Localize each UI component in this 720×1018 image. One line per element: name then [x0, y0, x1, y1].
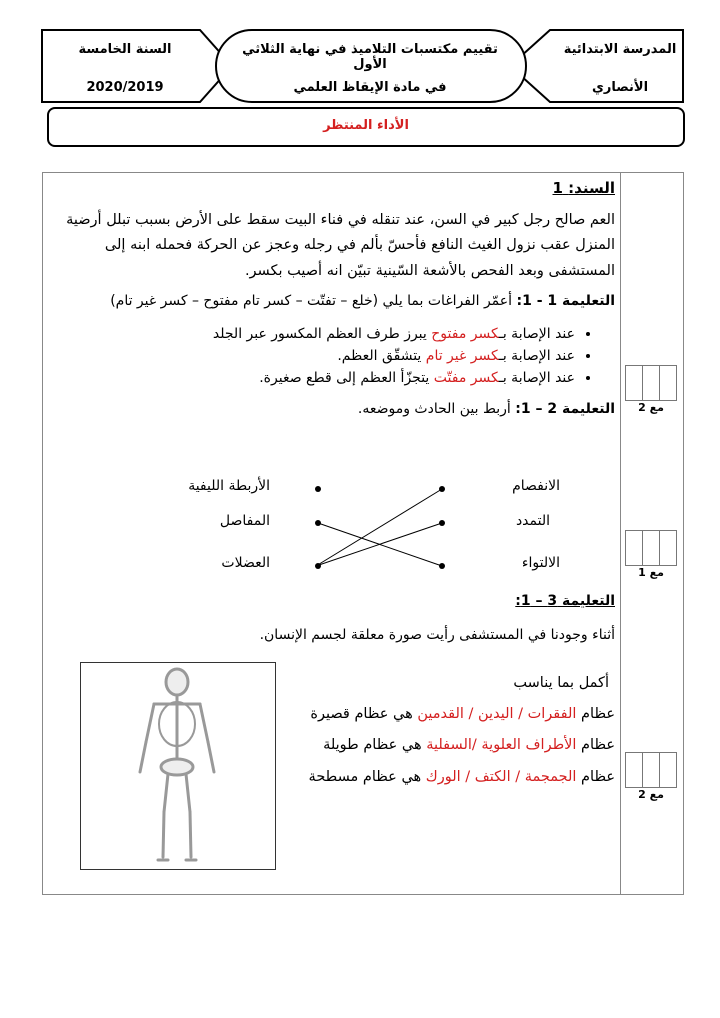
score-box-3: مع 2: [625, 752, 677, 801]
school-name: الأنصاري: [591, 80, 649, 95]
match-left-2: المفاصل: [219, 513, 270, 529]
q2: التعليمة 2 – 1: أربط بين الحادث وموضعه.: [357, 400, 615, 417]
grade-label: السنة الخامسة: [78, 42, 172, 57]
skeleton-image: [80, 662, 276, 870]
q3-instruction: أكمل بما يناسب: [513, 675, 609, 691]
exam-subject: في مادة الإيقاظ العلمي: [293, 80, 447, 95]
q3-line: عظام الجمجمة / الكتف / الورك هي عظام مسطحة: [308, 768, 615, 785]
q1-item: • عند الإصابة بـكسر غير تام يتشقّق العظم.: [50, 345, 575, 367]
school-year: 2020/2019: [86, 80, 164, 95]
match-right-3: الالتواء: [521, 555, 560, 571]
match-left-1: الأربطة الليفية: [188, 478, 270, 494]
q3-text: أثناء وجودنا في المستشفى رأيت صورة معلقة لجسم الإنسان.: [259, 627, 615, 644]
match-right-2: التمدد: [515, 513, 550, 529]
section-title: الأداء المنتظر: [323, 118, 409, 133]
q1: التعليمة 1 - 1: أعمّر الفراغات بما يلي (خلع – تفتّت – كسر تام مفتوح – كسر غير تام): [110, 293, 615, 310]
document-text: العم صالح رجل كبير في السن، عند تنقله في فناء البيت سقط على الأرض بسبب تبلل أرضية المنزل عقب نزول الغيث النافع فأحسّ بألم في رجله وعجز عن الحركة فحمله ابنه إلى المستشفى وبعد الفحص بالأشعة السّينية تبيّن انه أصيب بكسر.: [66, 212, 615, 279]
q3-line: عظام الفقرات / اليدين / القدمين هي عظام قصيرة: [310, 706, 615, 723]
score-box-1: مع 2: [625, 365, 677, 414]
document-label: السند: 1: [552, 179, 615, 197]
q3-line: عظام الأطراف العلوية /السفلية هي عظام طويلة: [323, 737, 615, 754]
score-box-2: مع 1: [625, 530, 677, 579]
match-right-1: الانفصام: [512, 478, 560, 494]
school-label: المدرسة الابتدائية: [563, 42, 677, 57]
q3-label: التعليمة 3 – 1:: [515, 593, 615, 609]
q1-item: • عند الإصابة بـكسر مفتوح يبرز طرف العظم المكسور عبر الجلد: [50, 323, 575, 345]
exam-title: تقييم مكتسبات التلاميذ في نهاية الثلاثي الأول: [242, 42, 498, 72]
score-column-divider: [620, 172, 621, 895]
match-left-3: العضلات: [221, 555, 270, 571]
q1-item: • عند الإصابة بـكسر مفتّت يتجزّأ العظم إلى قطع صغيرة.: [50, 367, 575, 389]
